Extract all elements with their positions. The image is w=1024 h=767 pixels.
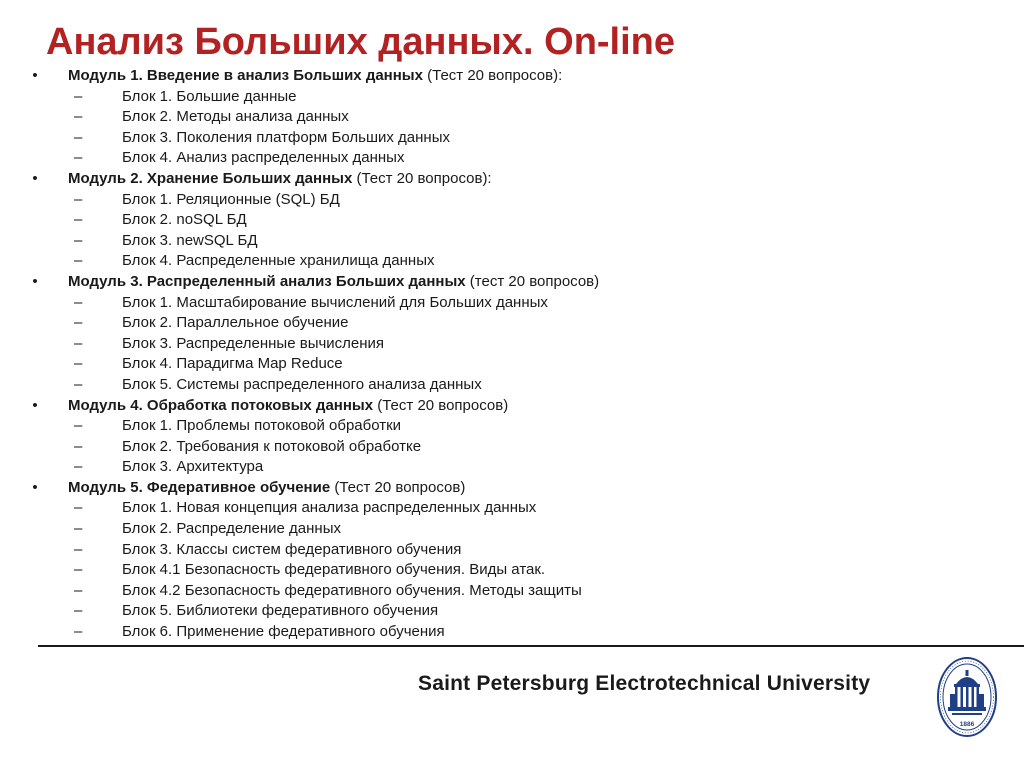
block-item [68, 498, 990, 519]
block-item [68, 437, 990, 458]
block-list [68, 498, 990, 642]
block-list [68, 190, 990, 272]
module-test-note: (Тест 20 вопросов): [422, 67, 563, 84]
bullet-icon: • [32, 67, 38, 84]
block-label: Блок 3. Распределенные вычисления [122, 334, 385, 352]
bullet-icon: • [32, 272, 38, 290]
block-list [68, 416, 990, 478]
block-item [68, 190, 990, 211]
bullet-icon: • [32, 478, 38, 496]
block-label: Блок 6. Применение федеративного обучения [122, 623, 445, 641]
dash-icon: – [74, 149, 83, 167]
dash-icon: – [74, 231, 83, 249]
dash-icon: – [74, 293, 83, 311]
block-label: Блок 4. Парадигма Map Reduce [122, 355, 343, 373]
block-item [68, 375, 990, 396]
block-label: Блок 4. Распределенные хранилища данных [122, 252, 435, 270]
dash-icon: – [74, 211, 83, 229]
emblem-year: 1886 [959, 721, 975, 728]
bullet-icon: • [32, 396, 38, 414]
dash-icon: – [74, 334, 83, 352]
dash-icon: – [74, 87, 83, 105]
block-item [68, 519, 990, 540]
block-item [68, 251, 990, 272]
block-list [68, 293, 990, 396]
block-label: Блок 2. Параллельное обучение [122, 314, 349, 332]
module-outline [30, 66, 990, 643]
block-label: Блок 1. Масштабирование вычислений для Больших данных [122, 293, 548, 311]
block-item [68, 560, 990, 581]
module-heading [32, 66, 990, 87]
dash-icon: – [74, 458, 83, 476]
block-item [68, 334, 990, 355]
dash-icon: – [74, 314, 83, 332]
block-list [68, 87, 990, 169]
block-label: Блок 2. Распределение данных [122, 520, 341, 538]
dash-icon: – [74, 602, 83, 620]
dash-icon: – [74, 540, 83, 558]
dash-icon: – [74, 561, 83, 579]
block-label: Блок 1. Большие данные [122, 87, 297, 105]
dash-icon: – [74, 437, 83, 455]
block-label: Блок 2. Требования к потоковой обработке [122, 437, 422, 455]
module-item [30, 396, 990, 478]
module-heading [32, 396, 990, 417]
block-item [68, 354, 990, 375]
module-heading [32, 272, 990, 293]
dash-icon: – [74, 417, 83, 435]
dash-icon: – [74, 623, 83, 641]
block-item [68, 416, 990, 437]
block-label: Блок 2. noSQL БД [122, 211, 247, 229]
dash-icon: – [74, 499, 83, 517]
dash-icon: – [74, 108, 83, 126]
dash-icon: – [74, 128, 83, 146]
module-item [30, 66, 990, 169]
block-item [68, 601, 990, 622]
university-emblem-icon [936, 656, 998, 738]
module-title: Модуль 2. Хранение Больших данных [68, 169, 353, 187]
block-item [68, 148, 990, 169]
dash-icon: – [74, 190, 83, 208]
module-item [30, 272, 990, 396]
bullet-icon: • [32, 169, 38, 187]
block-label: Блок 3. newSQL БД [122, 231, 258, 249]
block-label: Блок 3. Архитектура [122, 458, 264, 476]
module-test-note: (тест 20 вопросов) [465, 272, 600, 290]
block-label: Блок 3. Классы систем федеративного обучения [122, 540, 462, 558]
block-label: Блок 1. Реляционные (SQL) БД [122, 190, 340, 208]
block-item [68, 581, 990, 602]
block-label: Блок 4.2 Безопасность федеративного обучения. Методы защиты [122, 581, 582, 599]
module-heading [32, 169, 990, 190]
slide-title: Анализ Больших данных. On-line [46, 21, 676, 63]
module-test-note: (Тест 20 вопросов) [373, 396, 509, 414]
block-item [68, 540, 990, 561]
block-label: Блок 3. Поколения платформ Больших данных [122, 128, 450, 146]
block-label: Блок 5. Библиотеки федеративного обучения [122, 602, 439, 620]
module-test-note: (Тест 20 вопросов) [330, 478, 466, 496]
dash-icon: – [74, 581, 83, 599]
module-title: Модуль 4. Обработка потоковых данных [68, 396, 374, 414]
block-label: Блок 4. Анализ распределенных данных [122, 149, 405, 167]
module-title: Модуль 5. Федеративное обучение [68, 478, 331, 496]
block-item [68, 107, 990, 128]
module-item [30, 478, 990, 643]
module-title: Модуль 1. Введение в анализ Больших данных [68, 67, 423, 84]
dash-icon: – [74, 520, 83, 538]
block-item [68, 313, 990, 334]
block-label: Блок 1. Проблемы потоковой обработки [122, 417, 402, 435]
block-label: Блок 1. Новая концепция анализа распределенных данных [122, 499, 537, 517]
module-heading [32, 478, 990, 499]
block-item [68, 293, 990, 314]
block-item [68, 231, 990, 252]
block-item [68, 87, 990, 108]
block-item [68, 622, 990, 643]
block-item [68, 210, 990, 231]
dash-icon: – [74, 375, 83, 393]
block-label: Блок 4.1 Безопасность федеративного обучения. Виды атак. [122, 561, 546, 579]
footer-divider [38, 645, 1024, 647]
dash-icon: – [74, 355, 83, 373]
block-label: Блок 5. Системы распределенного анализа данных [122, 375, 482, 393]
block-item [68, 128, 990, 149]
module-item [30, 169, 990, 272]
module-test-note: (Тест 20 вопросов): [352, 169, 492, 187]
dash-icon: – [74, 252, 83, 270]
block-label: Блок 2. Методы анализа данных [122, 108, 349, 126]
university-name: Saint Petersburg Electrotechnical University [418, 672, 871, 695]
block-item [68, 457, 990, 478]
module-title: Модуль 3. Распределенный анализ Больших данных [68, 272, 466, 290]
